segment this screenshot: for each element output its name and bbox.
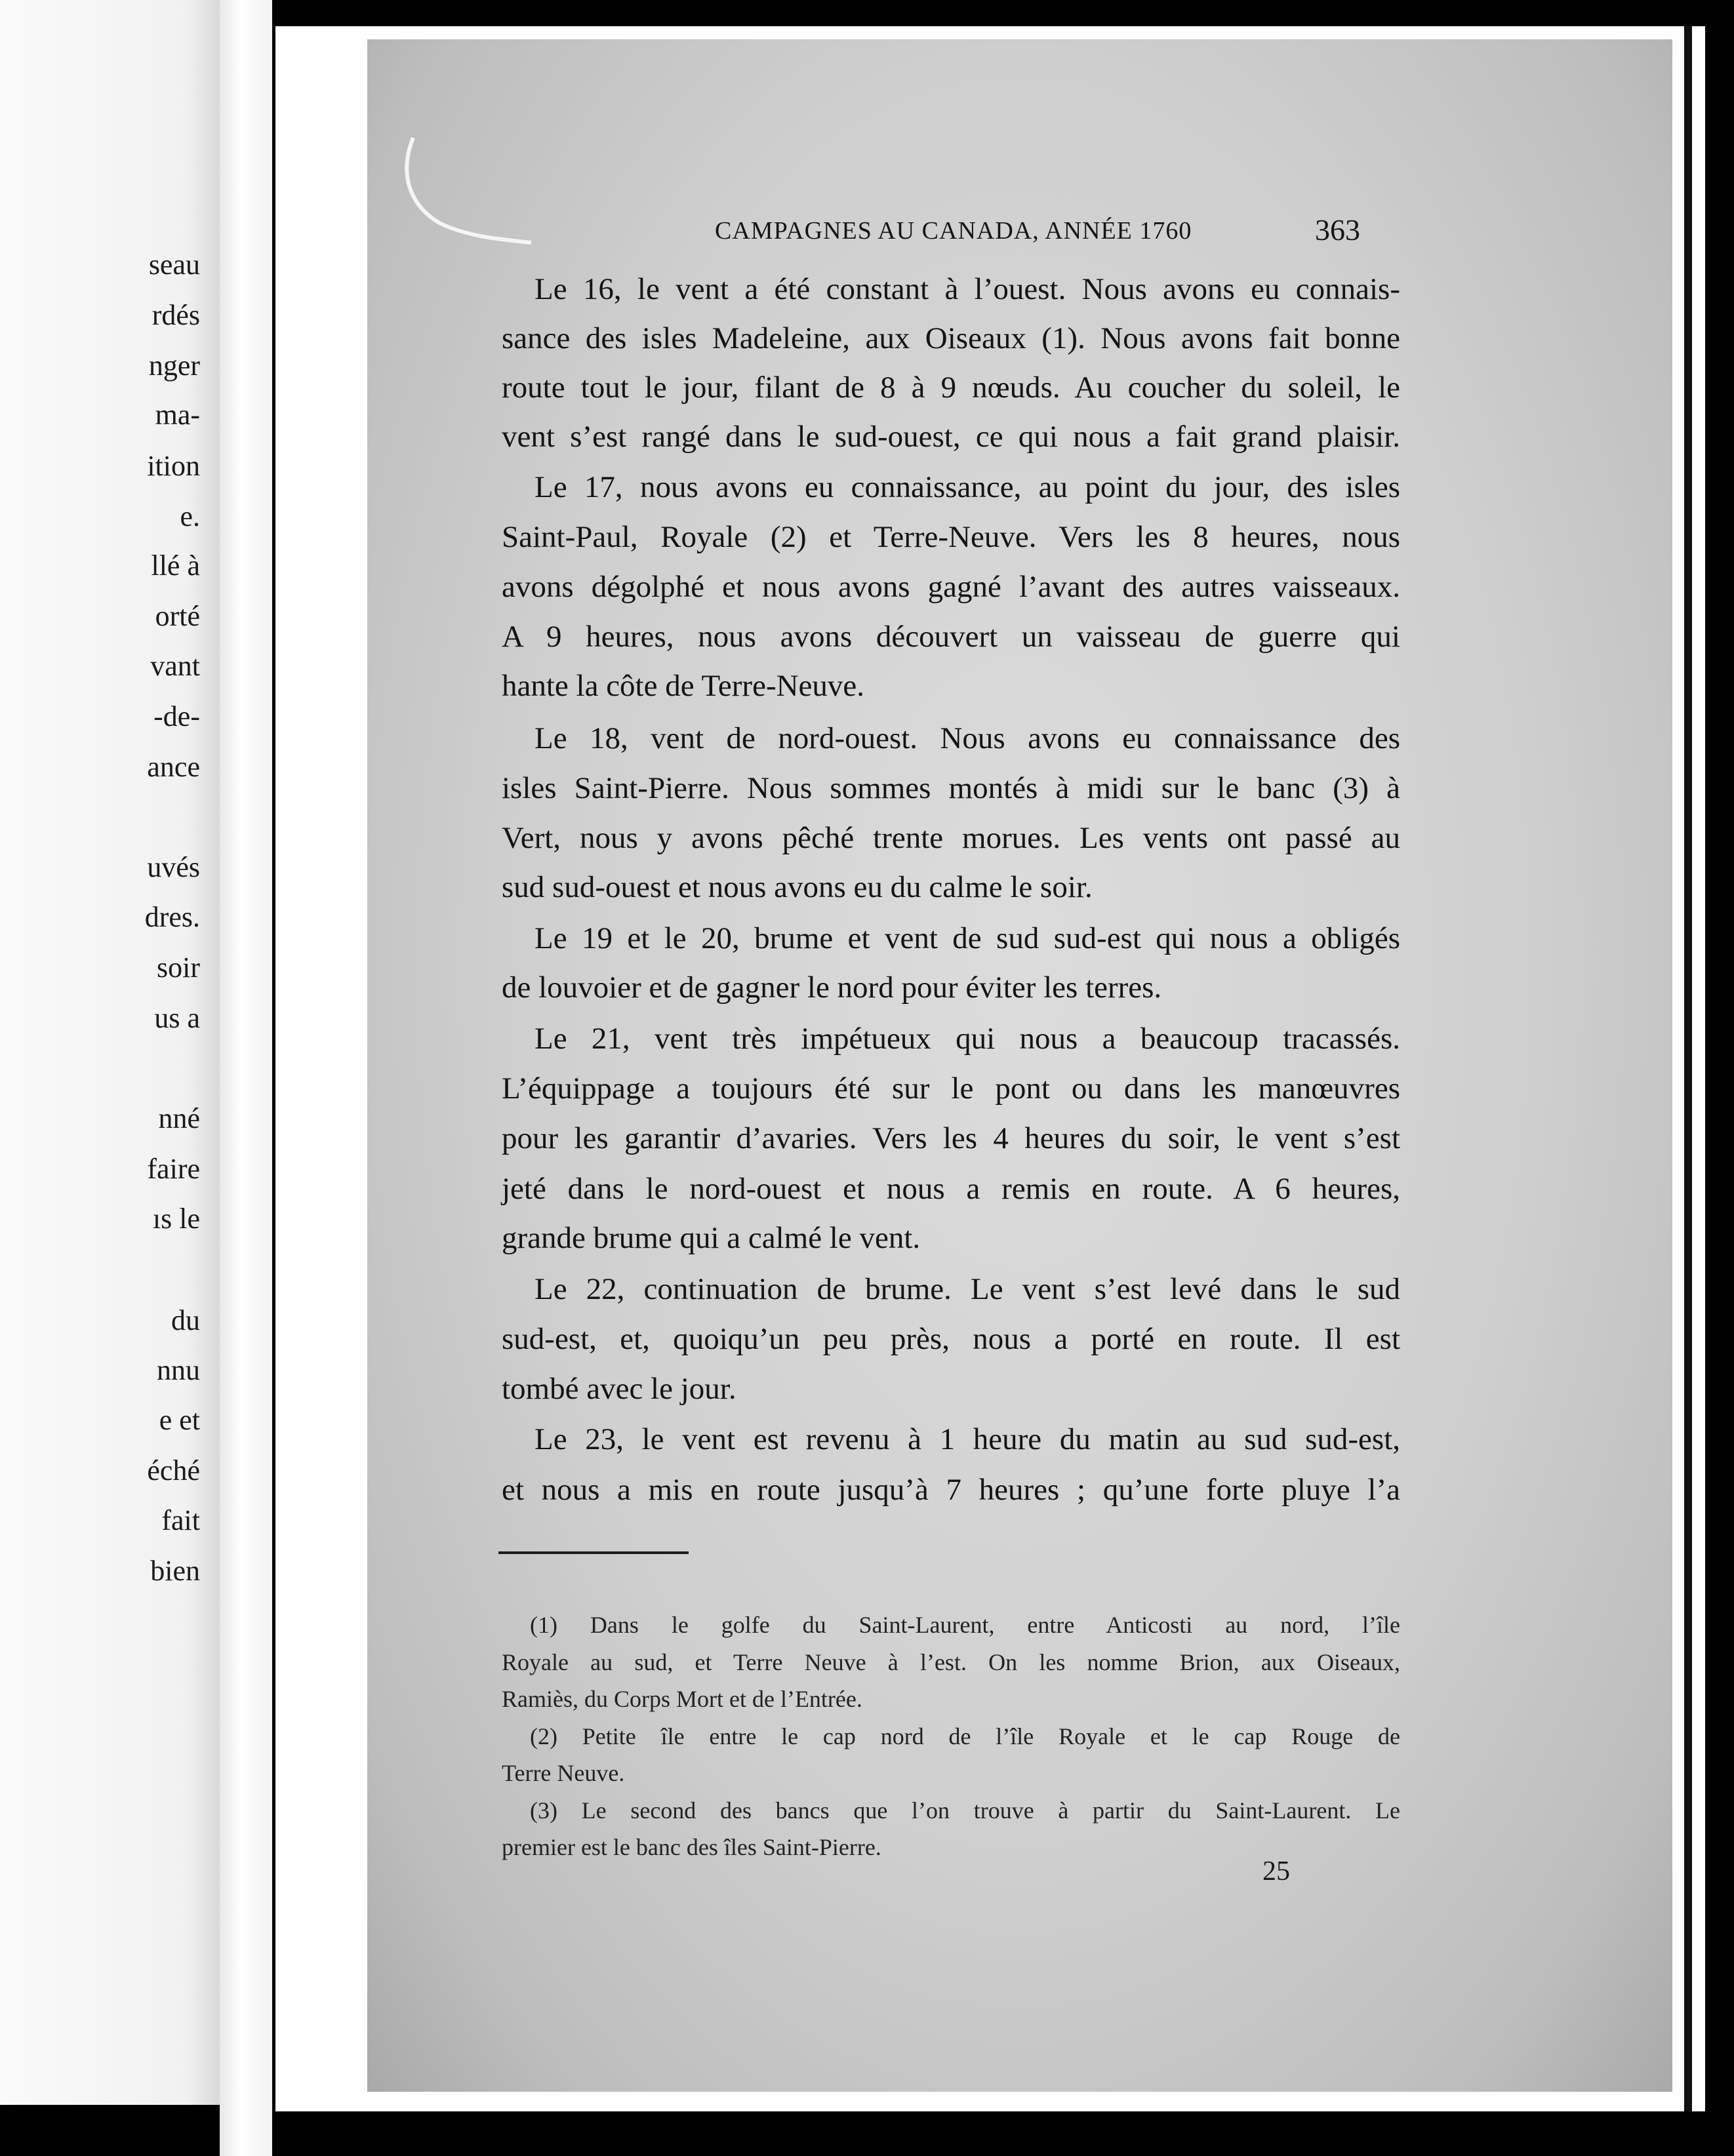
body-line: Le 16, le vent a été constant à l’ouest. Nous avons eu connais- [534, 272, 1400, 306]
footnote-line: Terre Neuve. [502, 1760, 625, 1786]
footnote-line: premier est le banc des îles Saint-Pierre. [502, 1834, 881, 1860]
running-head: CAMPAGNES AU CANADA, ANNÉE 1760 [715, 217, 1192, 245]
signature-mark: 25 [1262, 1856, 1290, 1886]
left-fragment: e et [159, 1404, 200, 1436]
left-fragment: bien [150, 1555, 200, 1587]
body-line: A 9 heures, nous avons découvert un vaisseau de guerre qui [502, 620, 1400, 654]
body-line: pour les garantir d’avaries. Vers les 4 heures du soir, le vent s’est [502, 1121, 1400, 1155]
body-line: sance des isles Madeleine, aux Oiseaux (1). Nous avons fait bonne [502, 321, 1400, 355]
left-fragment: orté [155, 600, 200, 632]
body-line: Vert, nous y avons pêché trente morues. Les vents ont passé au [502, 821, 1400, 855]
left-fragment: faire [147, 1153, 200, 1185]
body-line: Le 21, vent très impétueux qui nous a beaucoup tracassés. [534, 1022, 1400, 1056]
body-line: grande brume qui a calmé le vent. [502, 1221, 921, 1255]
footnote-rule [498, 1551, 689, 1554]
page-number: 363 [1315, 213, 1360, 247]
body-line: hante la côte de Terre-Neuve. [502, 669, 865, 703]
page-gutter [220, 0, 272, 2156]
left-fragment: nnu [157, 1354, 200, 1386]
left-fragment: llé à [151, 549, 200, 582]
left-fragment: éché [147, 1454, 200, 1487]
footnote-line: (3) Le second des bancs que l’on trouve à partir du Saint-Laurent. Le [530, 1797, 1400, 1824]
body-line: Le 22, continuation de brume. Le vent s’est levé dans le sud [534, 1272, 1400, 1306]
left-fragment: ma- [155, 399, 200, 431]
body-line: Le 23, le vent est revenu à 1 heure du matin au sud sud-est, [534, 1422, 1400, 1456]
footnote-line: (1) Dans le golfe du Saint-Laurent, entre Anticosti au nord, l’île [530, 1612, 1400, 1638]
body-line: sud sud-ouest et nous avons eu du calme le soir. [502, 870, 1093, 904]
body-line: L’équippage a toujours été sur le pont ou dans les manœuvres [502, 1071, 1400, 1106]
left-fragment: nger [148, 349, 200, 382]
footnote-line: Royale au sud, et Terre Neuve à l’est. On les nomme Brion, aux Oiseaux, [502, 1649, 1400, 1675]
body-line: vent s’est rangé dans le sud-ouest, ce qui nous a fait grand plaisir. [502, 420, 1400, 454]
body-line: tombé avec le jour. [502, 1372, 736, 1406]
body-line: route tout le jour, filant de 8 à 9 nœuds. Au coucher du soleil, le [502, 370, 1400, 405]
left-fragment: e. [180, 500, 200, 532]
footnote-line: Ramiès, du Corps Mort et de l’Entrée. [502, 1686, 862, 1712]
pen-stroke-mark [400, 131, 544, 262]
body-line: sud-est, et, quoiqu’un peu près, nous a porté en route. Il est [502, 1322, 1400, 1356]
body-line: jeté dans le nord-ouest et nous a remis en route. A 6 heures, [502, 1172, 1400, 1206]
left-fragment: du [171, 1304, 200, 1336]
body-line: Le 19 et le 20, brume et vent de sud sud-est qui nous a obligés [534, 921, 1400, 955]
body-line: Le 18, vent de nord-ouest. Nous avons eu connaissance des [534, 721, 1400, 755]
body-line: Saint-Paul, Royale (2) et Terre-Neuve. Vers les 8 heures, nous [502, 520, 1400, 554]
left-fragment: ance [147, 751, 200, 783]
page-edge [1684, 26, 1692, 2111]
left-fragment: uvés [147, 851, 200, 883]
left-fragment: fait [161, 1504, 200, 1536]
left-fragment: seau [148, 249, 200, 281]
left-fragment: ition [147, 450, 200, 482]
body-line: Le 17, nous avons eu connaissance, au point du jour, des isles [534, 470, 1400, 504]
left-fragment: -de- [153, 700, 200, 732]
body-line: et nous a mis en route jusqu’à 7 heures ; qu’une forte pluye l’a [502, 1473, 1400, 1507]
body-line: isles Saint-Pierre. Nous sommes montés à midi sur le banc (3) à [502, 771, 1400, 805]
body-line: avons dégolphé et nous avons gagné l’avant des autres vaisseaux. [502, 570, 1400, 604]
left-fragment: rdés [151, 299, 200, 331]
left-page [0, 0, 220, 2105]
footnote-line: (2) Petite île entre le cap nord de l’île Royale et le cap Rouge de [530, 1723, 1400, 1749]
left-fragment: dres. [144, 901, 200, 933]
left-fragment: ıs le [152, 1203, 200, 1235]
left-fragment: nné [158, 1102, 200, 1134]
left-fragment: soir [157, 951, 200, 984]
left-fragment: vant [150, 650, 200, 682]
body-line: de louvoier et de gagner le nord pour éviter les terres. [502, 970, 1162, 1005]
left-fragment: us a [154, 1002, 200, 1034]
